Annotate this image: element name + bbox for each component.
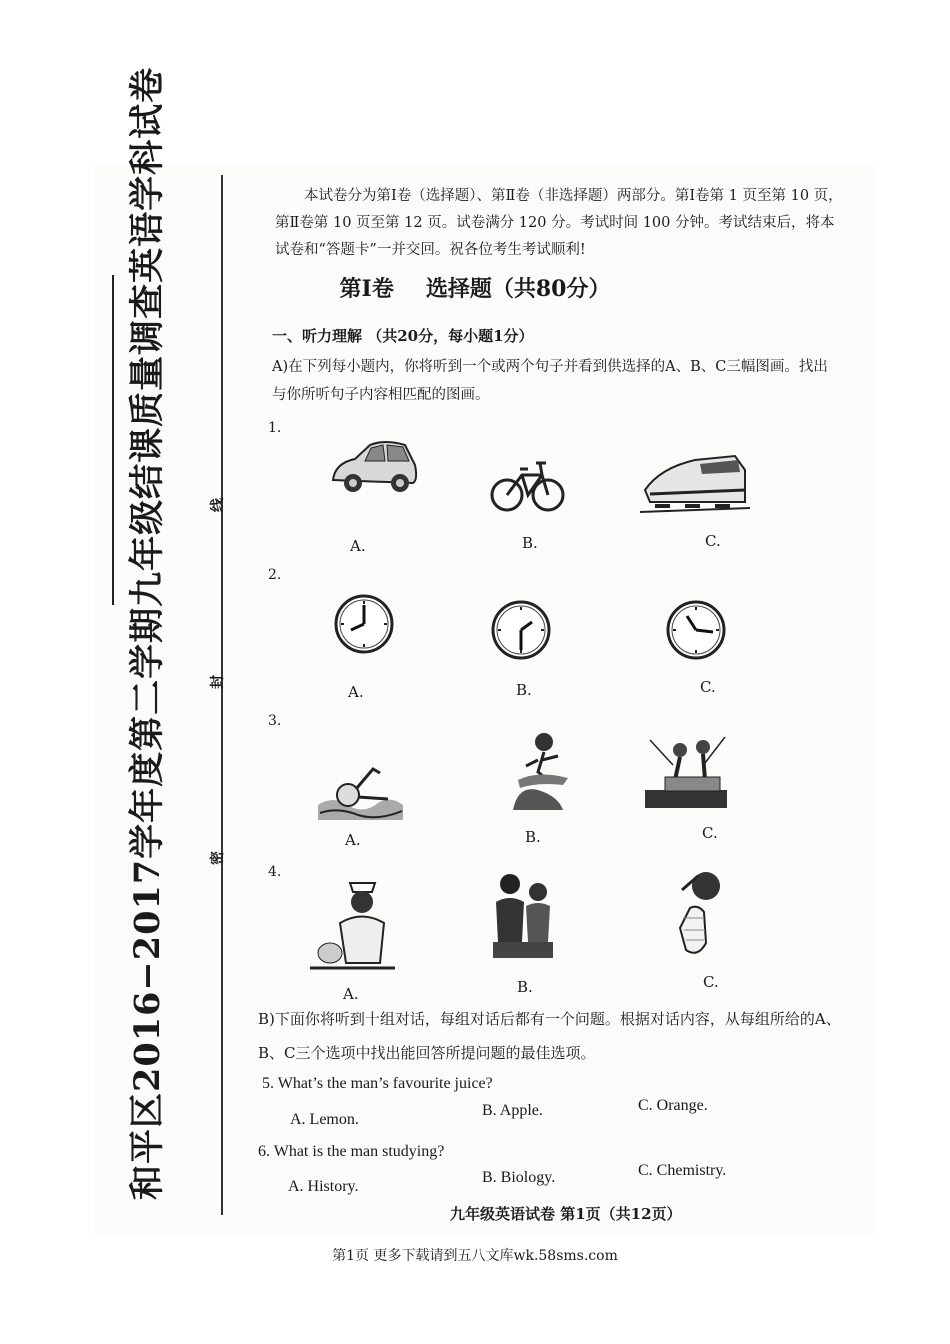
- option-label: B.: [516, 681, 532, 699]
- option-label: A.: [345, 831, 361, 849]
- question-6: [258, 1143, 444, 1161]
- clock-icon: [490, 596, 552, 662]
- option-c: C. Chemistry.: [638, 1162, 727, 1179]
- family-icon: [488, 872, 558, 960]
- question-number: 6.: [258, 1143, 270, 1160]
- section-part: 第Ⅰ卷: [339, 276, 394, 302]
- question-5: [262, 1075, 493, 1093]
- option-label: B.: [517, 978, 533, 996]
- swimming-icon: [318, 755, 403, 820]
- question-number: 1.: [268, 420, 282, 436]
- option-b: B. Biology.: [482, 1169, 556, 1186]
- nurse-icon: [310, 878, 395, 973]
- option-label: C.: [700, 678, 716, 696]
- option-label: C.: [703, 973, 719, 991]
- car-icon: [325, 435, 420, 500]
- clock-icon: [665, 596, 727, 662]
- option-label: C.: [705, 532, 721, 550]
- part-a-instruction: A)在下列每小题内，你将听到一个或两个句子并看到供选择的A、B、C三幅图画。找出与你所听句子内容相匹配的图画。: [272, 359, 828, 403]
- option-b: B. Apple.: [482, 1102, 543, 1119]
- seal-mark-feng: 封: [210, 675, 226, 689]
- option-label: A.: [343, 985, 359, 1003]
- exam-side-title: 和平区2016−2017学年度第二学期九年级结课质量调查英语学科试卷: [127, 66, 168, 1200]
- train-icon: [640, 450, 750, 520]
- section-title: [0, 272, 950, 303]
- clock-icon: [333, 590, 395, 656]
- listening-heading: 一、听力理解 （共20分，每小题1分）: [272, 327, 534, 345]
- seal-mark-mi: 密: [210, 851, 226, 865]
- option-label: B.: [522, 534, 538, 552]
- surfing-icon: [508, 730, 573, 810]
- question-text: What is the man studying?: [273, 1143, 445, 1160]
- exam-page-footer: 九年级英语试卷 第1页（共12页）: [450, 1205, 682, 1223]
- question-number: 5.: [262, 1075, 274, 1092]
- option-label: A.: [348, 683, 364, 701]
- seal-mark-xian: 线: [210, 498, 226, 512]
- bicycle-icon: [490, 455, 565, 515]
- question-number: 2.: [268, 567, 282, 583]
- question-number: 3.: [268, 713, 282, 729]
- exam-intro: 本试卷分为第Ⅰ卷（选择题）、第Ⅱ卷（非选择题）两部分。第Ⅰ卷第 1 页至第 10 页，第Ⅱ卷第 10 页至第 12 页。试卷满分 120 分。考试时间 100 分钟。考试结束后，将本试卷和“答题卡”一并交回。祝各位考生考试顺利!: [275, 188, 843, 258]
- site-footer: 第1页 更多下载请到五八文库wk.58sms.com: [332, 1248, 618, 1264]
- fishing-icon: [645, 735, 727, 810]
- option-label: B.: [525, 828, 541, 846]
- option-label: A.: [350, 537, 366, 555]
- part-b-instruction: B)下面你将听到十组对话，每组对话后都有一个问题。根据对话内容，从每组所给的A、B、C三个选项中找出能回答所提问题的最佳选项。: [258, 1010, 841, 1062]
- option-a: A. Lemon.: [290, 1111, 359, 1128]
- option-c: C. Orange.: [638, 1097, 708, 1114]
- question-number: 4.: [268, 864, 282, 880]
- broken-arm-icon: [668, 868, 733, 963]
- binding-line-top: [112, 275, 114, 605]
- question-text: What’s the man’s favourite juice?: [277, 1075, 493, 1092]
- option-a: A. History.: [288, 1178, 359, 1195]
- option-label: C.: [702, 824, 718, 842]
- seal-line: [221, 175, 223, 1215]
- section-name: 选择题（共80分）: [425, 276, 611, 302]
